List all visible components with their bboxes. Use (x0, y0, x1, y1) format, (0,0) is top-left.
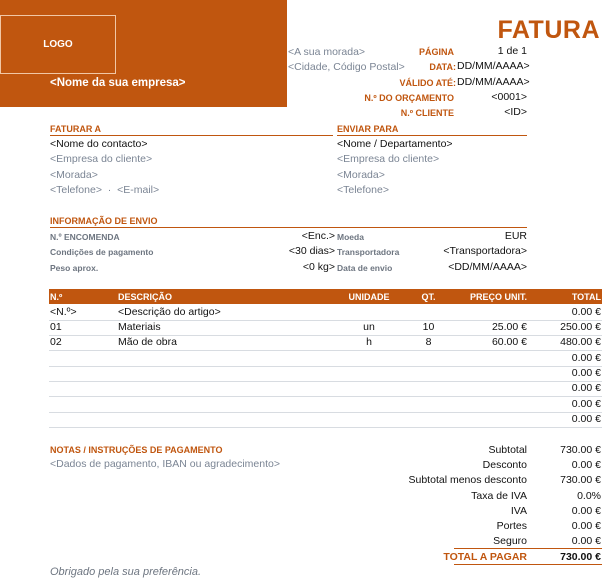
client-number-value: <ID> (504, 106, 527, 118)
payment-terms-value: <30 dias> (288, 245, 335, 257)
total-bottom-rule (454, 564, 602, 565)
subtotal-less-discount-label: Subtotal menos desconto (408, 474, 527, 486)
subtotal-value: 730.00 € (560, 444, 601, 456)
page-label: PÁGINA (418, 47, 454, 57)
payment-terms-label: Condições de pagamento (50, 247, 154, 257)
company-address-line2: <Cidade, Código Postal> (288, 61, 405, 73)
invoice-title: FATURA (497, 16, 600, 44)
order-number-label: N.º ENCOMENDA (50, 232, 120, 242)
row-description: Mão de obra (118, 336, 177, 348)
table-row (49, 381, 602, 397)
row-total: 250.00 € (560, 321, 601, 333)
shipping-info-title: INFORMAÇÃO DE ENVIO (50, 216, 158, 226)
thank-you-message: Obrigado pela sua preferência. (50, 566, 202, 578)
table-row (49, 366, 602, 382)
currency-label: Moeda (337, 232, 364, 242)
date-value: DD/MM/AAAA> (457, 60, 530, 72)
total-due-label: TOTAL A PAGAR (443, 551, 527, 563)
ship-date-label: Data de envio (337, 263, 393, 273)
tax-rate-label: Taxa de IVA (471, 490, 527, 502)
quote-number-label: N.º DO ORÇAMENTO (364, 93, 454, 103)
bill-to-company: <Empresa do cliente> (50, 153, 153, 165)
client-number-label: N.º CLIENTE (400, 108, 454, 118)
row-number: <N.º> (50, 306, 77, 318)
row-total: 0.00 € (571, 352, 601, 364)
insurance-value: 0.00 € (571, 535, 601, 547)
row-number: 01 (50, 321, 62, 333)
weight-value: <0 kg> (302, 261, 335, 273)
valid-until-value: DD/MM/AAAA> (457, 76, 530, 88)
quote-number-value: <0001> (491, 91, 527, 103)
date-label: DATA: (429, 62, 456, 72)
row-unit-price: 60.00 € (491, 336, 527, 348)
discount-label: Desconto (482, 459, 527, 471)
carrier-value: <Transportadora> (443, 245, 527, 257)
col-header-unit: UNIDADE (348, 292, 390, 302)
row-total: 0.00 € (571, 413, 601, 425)
subtotal-label: Subtotal (488, 444, 527, 456)
ship-to-phone: <Telefone> (337, 184, 389, 196)
order-number-value: <Enc.> (301, 230, 335, 242)
bill-to-title: FATURAR A (50, 124, 101, 134)
bill-to-address: <Morada> (50, 169, 98, 181)
company-address-line1: <A sua morada> (288, 46, 366, 58)
shipping-cost-value: 0.00 € (571, 520, 601, 532)
row-number: 02 (50, 336, 62, 348)
row-description: Materiais (118, 321, 161, 333)
currency-value: EUR (504, 230, 527, 242)
table-row (49, 305, 602, 321)
ship-date-value: <DD/MM/AAAA> (448, 261, 527, 273)
total-due-value: 730.00 € (560, 551, 601, 563)
shipping-info-rule (50, 227, 527, 228)
row-unit-price: 25.00 € (491, 321, 527, 333)
row-unit: h (366, 336, 372, 348)
carrier-label: Transportadora (337, 247, 400, 257)
company-name: <Nome da sua empresa> (50, 77, 186, 89)
tax-rate-value: 0.0% (577, 490, 601, 502)
ship-to-address: <Morada> (337, 169, 385, 181)
items-table-header (49, 289, 602, 304)
total-top-rule (454, 548, 602, 549)
table-row (49, 351, 602, 367)
row-description: <Descrição do artigo> (118, 306, 221, 318)
col-header-unit-price: PREÇO UNIT. (469, 292, 527, 302)
row-total: 480.00 € (560, 336, 601, 348)
bill-to-phone-email: <Telefone> · <E-mail> (50, 184, 160, 196)
notes-text: <Dados de pagamento, IBAN ou agradecimento> (50, 458, 280, 470)
page-value: 1 de 1 (497, 45, 527, 57)
row-qty: 8 (425, 336, 432, 348)
table-row (49, 397, 602, 413)
table-row (49, 335, 602, 351)
subtotal-less-discount-value: 730.00 € (560, 474, 601, 486)
bill-to-rule (50, 135, 333, 136)
table-row (49, 412, 602, 428)
discount-value: 0.00 € (571, 459, 601, 471)
ship-to-rule (337, 135, 527, 136)
notes-title: NOTAS / INSTRUÇÕES DE PAGAMENTO (50, 445, 223, 455)
row-total: 0.00 € (571, 367, 601, 379)
row-unit: un (363, 321, 375, 333)
vat-value: 0.00 € (571, 505, 601, 517)
col-header-description: DESCRIÇÃO (118, 292, 173, 302)
row-total: 0.00 € (571, 382, 601, 394)
col-header-number: N.º (50, 292, 63, 302)
ship-to-company: <Empresa do cliente> (337, 153, 440, 165)
bill-to-contact: <Nome do contacto> (50, 138, 148, 150)
shipping-cost-label: Portes (496, 520, 527, 532)
weight-label: Peso aprox. (50, 263, 99, 273)
ship-to-name: <Nome / Departamento> (337, 138, 453, 150)
row-total: 0.00 € (571, 306, 601, 318)
ship-to-title: ENVIAR PARA (337, 124, 399, 134)
col-header-total: TOTAL (571, 292, 601, 302)
insurance-label: Seguro (493, 535, 527, 547)
valid-until-label: VÁLIDO ATÉ: (399, 78, 456, 88)
logo-placeholder: LOGO (0, 15, 116, 74)
col-header-qty: QT. (421, 292, 436, 302)
row-qty: 10 (422, 321, 435, 333)
vat-label: IVA (510, 505, 527, 517)
table-row (49, 320, 602, 336)
row-total: 0.00 € (571, 398, 601, 410)
